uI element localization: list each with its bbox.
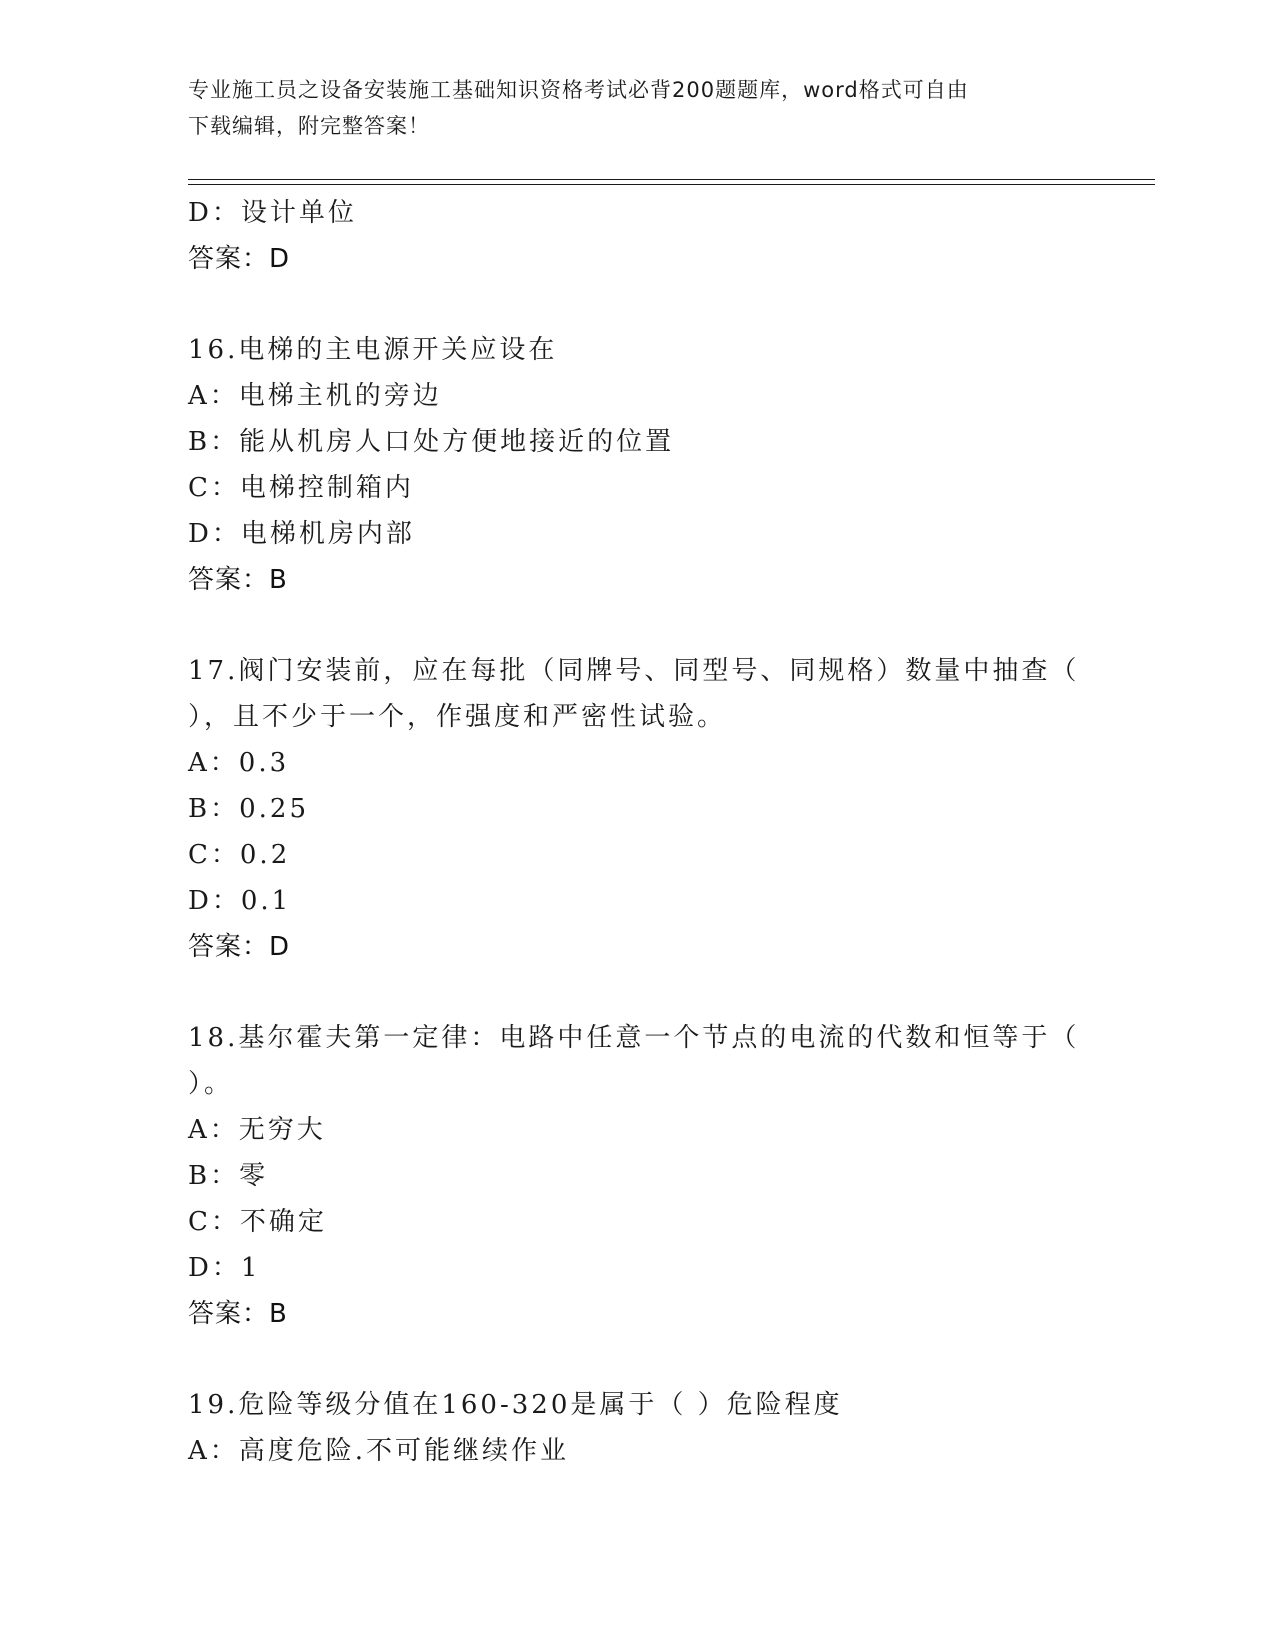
document-body	[188, 190, 1088, 1474]
option-line: C：0.2	[188, 840, 291, 870]
question-stem: 18.基尔霍夫第一定律：电路中任意一个节点的电流的代数和恒等于（	[188, 1023, 1080, 1053]
document-header	[188, 72, 1088, 144]
question-stem-continued: ），且不少于一个，作强度和严密性试验。	[188, 702, 727, 732]
header-divider-top	[188, 179, 1155, 180]
question-stem: 19.危险等级分值在160-320是属于（ ）危险程度	[188, 1390, 843, 1420]
option-line: D：设计单位	[188, 198, 357, 228]
answer-line: 答案：B	[188, 1299, 288, 1329]
option-line: C：不确定	[188, 1207, 327, 1237]
option-line: D：0.1	[188, 886, 292, 916]
option-line: D：1	[188, 1253, 261, 1283]
question-stem: 17.阀门安装前，应在每批（同牌号、同型号、同规格）数量中抽查（	[188, 656, 1080, 686]
header-divider-bottom	[188, 184, 1155, 185]
option-line: A：0.3	[188, 748, 290, 778]
option-line: A：无穷大	[188, 1115, 326, 1145]
header-title-line-1: 专业施工员之设备安装施工基础知识资格考试必背200题题库，word格式可自由	[188, 78, 969, 102]
spacer	[188, 282, 1088, 327]
option-line: A：高度危险.不可能继续作业	[188, 1436, 570, 1466]
question-18	[188, 1015, 1088, 1337]
spacer	[188, 1337, 1088, 1382]
question-16	[188, 327, 1088, 603]
spacer	[188, 970, 1088, 1015]
option-line: B：0.25	[188, 794, 309, 824]
carry-over-question	[188, 190, 1088, 282]
option-line: B：能从机房人口处方便地接近的位置	[188, 427, 675, 457]
option-line: B：零	[188, 1161, 269, 1191]
option-line: C：电梯控制箱内	[188, 473, 414, 503]
answer-line: 答案：D	[188, 932, 291, 962]
question-17	[188, 648, 1088, 970]
spacer	[188, 603, 1088, 648]
option-line: A：电梯主机的旁边	[188, 381, 442, 411]
option-line: D：电梯机房内部	[188, 519, 415, 549]
question-stem: 16.电梯的主电源开关应设在	[188, 335, 558, 365]
question-stem-continued: ）。	[188, 1069, 234, 1099]
answer-line: 答案：D	[188, 244, 291, 274]
answer-line: 答案：B	[188, 565, 288, 595]
question-19	[188, 1382, 1088, 1474]
header-title-line-2: 下载编辑，附完整答案！	[188, 114, 430, 138]
